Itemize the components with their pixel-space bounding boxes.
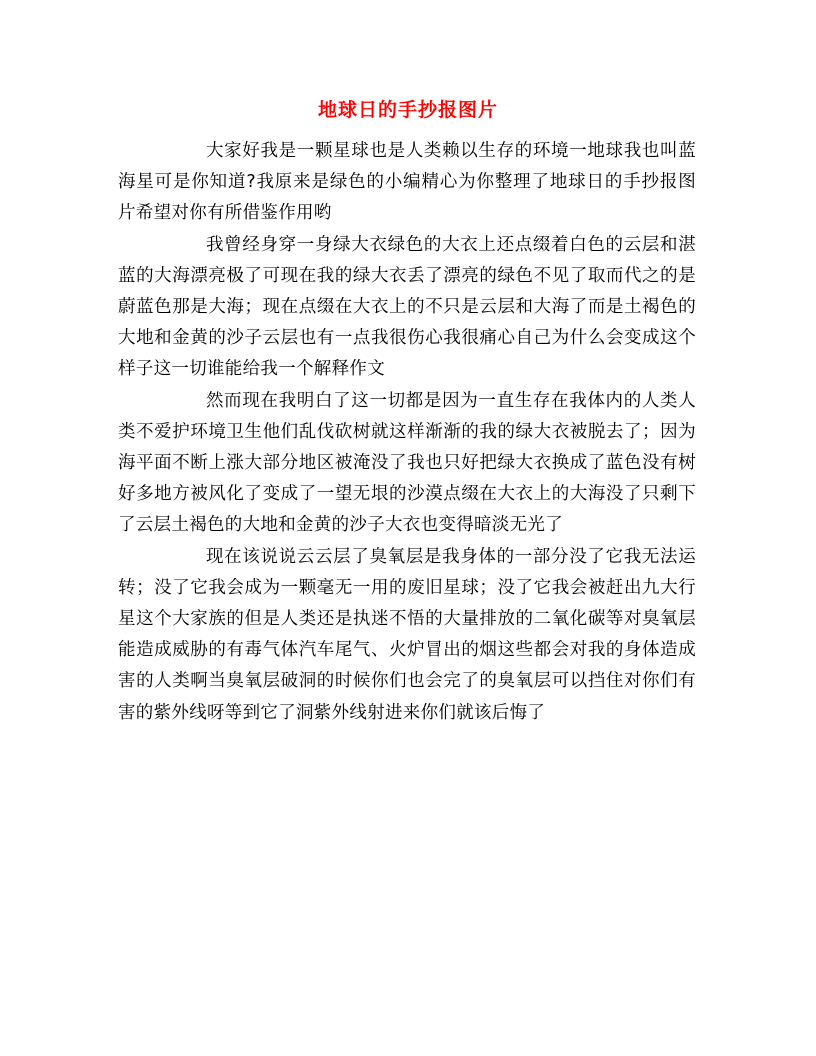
paragraph-3: 然而现在我明白了这一切都是因为一直生存在我体内的人类人类不爱护环境卫生他们乱伐砍树就这样渐渐的我的绿大衣被脱去了；因为海平面不断上涨大部分地区被淹没了我也只好把绿大衣换成了蓝色没有树好多地方被风化了变成了一望无垠的沙漠点缀在大衣上的大海没了只剩下了云层土褐色的大地和金黄的沙子大衣也变得暗淡无光了	[118, 390, 696, 536]
paragraph-2: 我曾经身穿一身绿大衣绿色的大衣上还点缀着白色的云层和湛蓝的大海漂亮极了可现在我的绿大衣丢了漂亮的绿色不见了取而代之的是蔚蓝色那是大海；现在点缀在大衣上的不只是云层和大海了而是土褐色的大地和金黄的沙子云层也有一点我很伤心我很痛心自己为什么会变成这个样子这一切谁能给我一个解释作文	[118, 234, 696, 380]
document-title: 地球日的手抄报图片	[317, 99, 498, 121]
paragraph-4: 现在该说说云云层了臭氧层是我身体的一部分没了它我无法运转；没了它我会成为一颗毫无一用的废旧星球；没了它我会被赶出九大行星这个大家族的但是人类还是执迷不悟的大量排放的二氧化碳等对臭氧层能造成威胁的有毒气体汽车尾气、火炉冒出的烟这些都会对我的身体造成害的人类啊当臭氧层破洞的时候你们也会完了的臭氧层可以挡住对你们有害的紫外线呀等到它了洞紫外线射进来你们就该后悔了	[118, 546, 696, 723]
paragraph-1: 大家好我是一颗星球也是人类赖以生存的环境一地球我也叫蓝海星可是你知道?我原来是绿色的小编精心为你整理了地球日的手抄报图片希望对你有所借鉴作用哟	[118, 141, 696, 224]
document-body	[118, 136, 696, 729]
